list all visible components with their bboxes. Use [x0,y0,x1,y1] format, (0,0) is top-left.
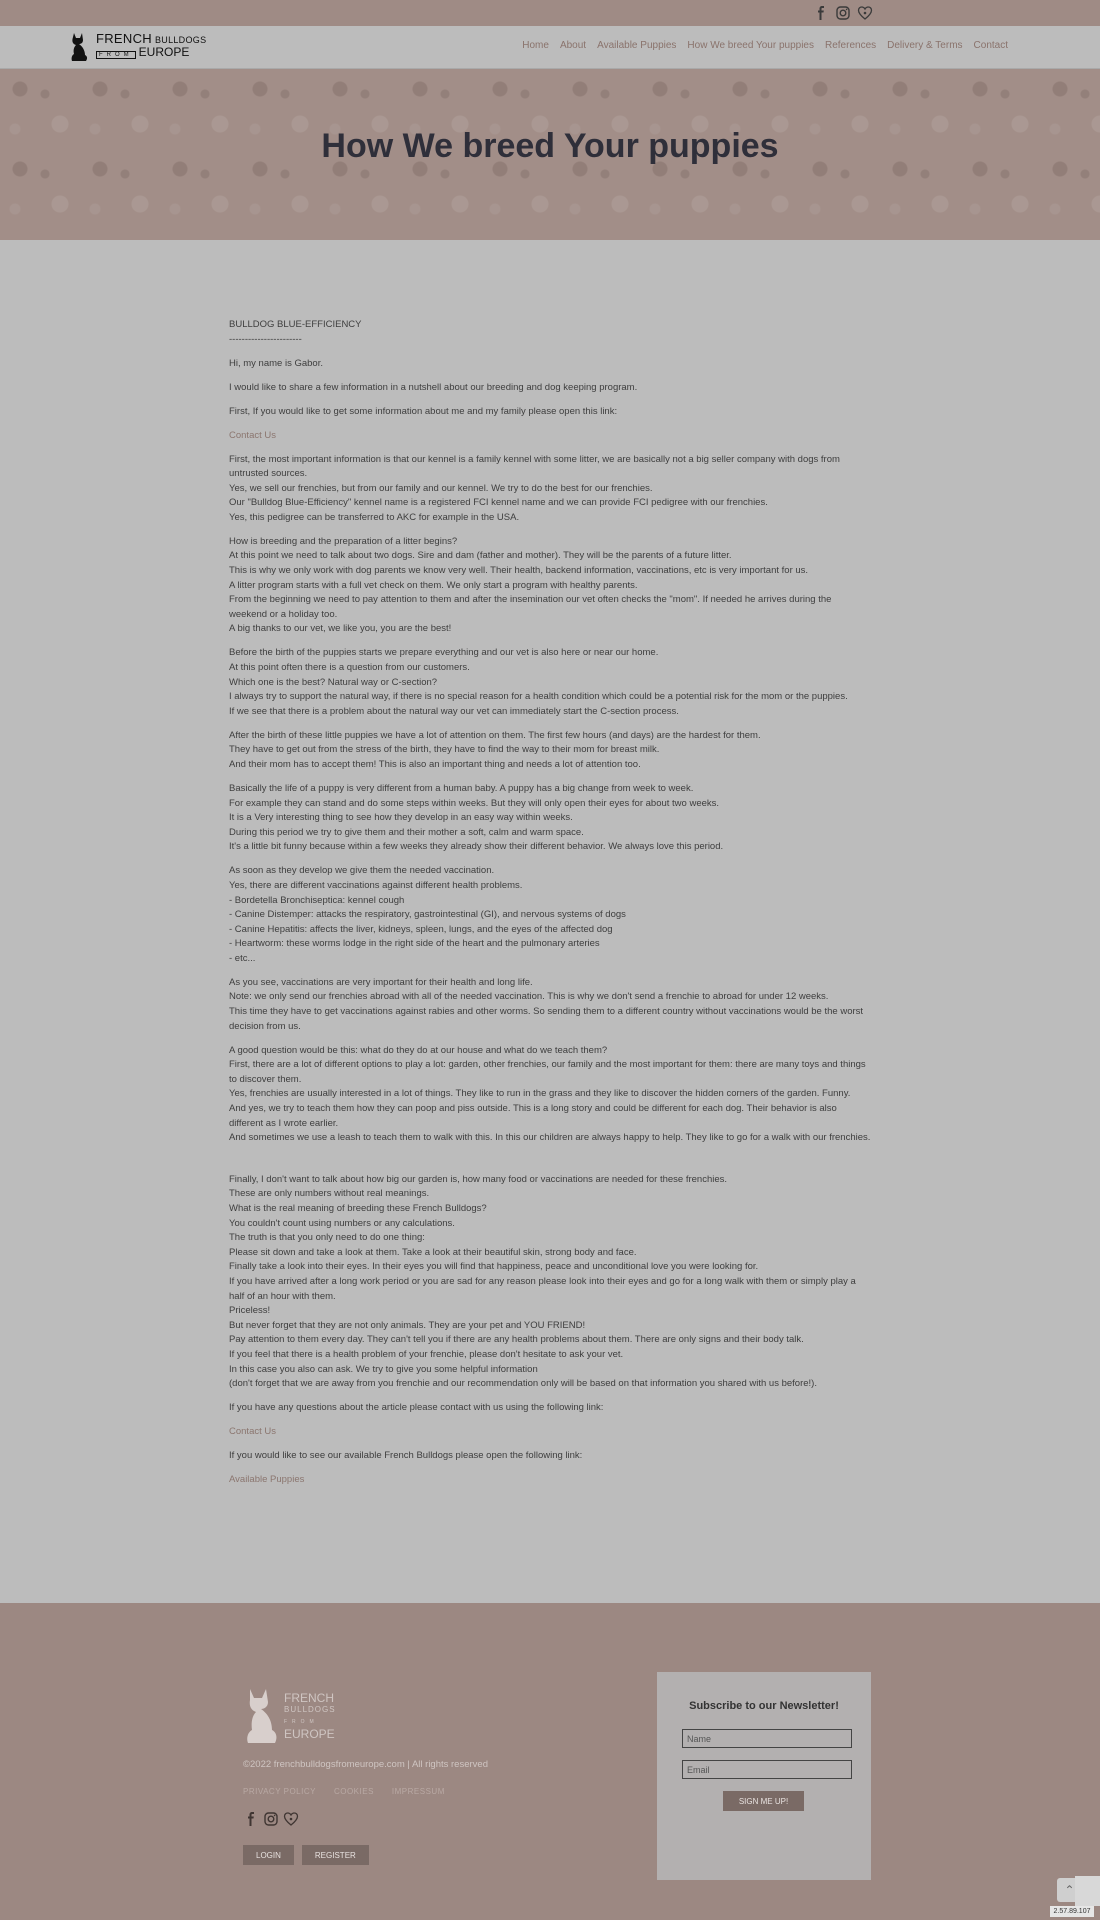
privacy-policy-link[interactable]: PRIVACY POLICY [243,1787,316,1796]
article-paragraph: Hi, my name is Gabor. [229,357,323,369]
chevron-up-icon: ⌃ [1064,1883,1075,1897]
copyright-text: ©2022 frenchbulldogsfromeurope.com | All rights reserved [243,1759,488,1770]
article-paragraph: If you have any questions about the article please contact with us using the following link: [229,1402,604,1414]
page-title: How We breed Your puppies [321,127,779,165]
hero-banner [0,69,1100,240]
cookies-link[interactable]: COOKIES [333,1787,374,1796]
article-paragraph: As you see, vaccinations are very important for their health and long life. Note: we only send our frenchies abroad with all of the needed vaccination. This is why we don't send a frenchie to abroad for under 12 weeks. This time they have to get vaccinations against rabies and other worms. So sending them to a different country without vaccinations would be the worst decision from us. [229,976,864,1032]
nav-about[interactable]: About [559,40,587,51]
recaptcha-badge[interactable] [1075,1876,1100,1906]
article-paragraph: Basically the life of a puppy is very different from a human baby. A puppy has a big change from week to week. For example they can stand and do some steps within weeks. But they will only open their eyes for about two weeks. It is a Very interesting thing to see how they develop in an easy way within weeks. During this period we try to give them and their mother a soft, calm and warm space. It's a little bit funny because within a few weeks they already show their different behavior. We always love this period. [229,782,724,853]
footer-logo-text [284,1692,336,1740]
paw-heart-icon[interactable] [857,5,873,21]
login-button[interactable]: LOGIN [243,1845,294,1865]
article-content [229,318,871,1497]
site-footer [0,1603,1100,1920]
nav-available-puppies[interactable]: Available Puppies [597,40,677,51]
facebook-icon[interactable] [813,5,829,21]
article-paragraph: First, If you would like to get some information about me and my family please open this link: [229,405,618,417]
contact-us-link[interactable]: Contact Us [229,1426,276,1438]
article-paragraph: If you would like to see our available French Bulldogs please open the following link: [229,1450,583,1462]
logo-text [96,33,206,61]
article-link-row [229,1473,871,1488]
site-header [0,26,1100,69]
footer-social-links [243,1811,299,1827]
footer-logo-europe: EUROPE [284,1727,335,1741]
instagram-icon[interactable] [835,5,851,21]
main-nav [522,40,1008,51]
account-buttons [243,1845,369,1865]
logo-word-europe: EUROPE [138,45,190,59]
logo-word-from: FROM [96,51,136,59]
nav-delivery-terms[interactable]: Delivery & Terms [887,40,963,51]
top-bar [0,0,1100,27]
article-link-row [229,429,871,444]
nav-contact[interactable]: Contact [973,40,1008,51]
footer-logo[interactable] [242,1685,336,1747]
contact-us-link[interactable]: Contact Us [229,429,276,441]
paw-heart-icon[interactable] [283,1811,299,1827]
nav-home[interactable]: Home [522,40,549,51]
article-paragraph: After the birth of these little puppies we have a lot of attention on them. The first few hours (and days) are the hardest for them. They have to get out from the stress of the birth, they have to find the way to their mom for breast milk. And their mom has to accept them! This is also an important thing and needs a lot of attention too. [229,729,761,770]
article-paragraph: I would like to share a few information in a nutshell about our breeding and dog keeping program. [229,381,638,393]
footer-links [243,1787,445,1796]
impressum-link[interactable]: IMPRESSUM [391,1787,445,1796]
article-link-row [229,1425,871,1440]
logo-word-french: FRENCH [96,31,152,46]
newsletter-name-input[interactable] [682,1729,852,1748]
logo-word-bulldogs: BULLDOGS [154,35,207,45]
site-logo[interactable] [68,31,206,63]
article-paragraph: How is breeding and the preparation of a litter begins? At this point we need to talk about two dogs. Sire and dam (father and mother). They will be the parents of a future litter. This is why we only work with dog parents we know very well. Their health, backend information, vaccinations, etc is very important for us. A litter program starts with a full vet check on them. We only start a program with healthy parents. From the beginning we need to pay attention to them and after the insemination our vet often checks the "mom". If needed he arrives during the weekend or a holiday too. A big thanks to our vet, we like you, you are the best! [229,535,832,635]
footer-logo-bulldogs: BULLDOGS [284,1705,336,1714]
newsletter-title: Subscribe to our Newsletter! [689,1700,839,1712]
article-paragraph: First, the most important information is that our kennel is a family kennel with some litter, we are basically not a big seller company with dogs from untrusted sources. Yes, we sell our frenchies, but from our family and our kennel. We try to do the best for our frenchies. Our "Bulldog Blue-Efficiency" kennel name is a registered FCI kennel name and we can provide FCI pedigree with our frenchies. Yes, this pedigree can be transferred to AKC for example in the USA. [229,453,840,523]
newsletter-email-input[interactable] [682,1760,852,1779]
article-paragraph: A good question would be this: what do they do at our house and what do we teach them? First, there are a lot of different options to play a lot: garden, other frenchies, our family and the most important for them: there are many toys and things to discover them. Yes, frenchies are usually interested in a lot of things. They like to run in the grass and they like to discover the hidden corners of the garden. Funny. And yes, we try to teach them how they can poop and piss outside. This is a long story and could be different for each dog. Their behavior is also different as I wrote earlier. And sometimes we use a leash to teach them to walk with this. In this our children are always happy to help. They like to go for a walk with our frenchies. [229,1044,871,1144]
footer-logo-from: FROM [284,1719,319,1725]
article-paragraph: Finally, I don't want to talk about how big our garden is, how many food or vaccinations are needed for these frenchies. These are only numbers without real meanings. What is the real meaning of breeding these French Bulldogs? You couldn't count using numbers or any calculations. The truth is that you only need to do one thing: Please sit down and take a look at them. Take a look at their beautiful skin, strong body and face. Finally take a look into their eyes. In their eyes you will find that happiness, peace and unconditional love you were looking for. If you have arrived after a long work period or you are sad for any reason please look into their eyes and go for a long walk with them or simply play a half of an hour with them. Priceless! But never forget that they are not only animals. They are your pet and YOU FRIEND! Pay attention to them every day. They can't tell you if there are any health problems about them. There are only signs and their body talk. If you feel that there is a health problem of your frenchie, please don't hesitate to ask your vet. In this case you also can ask. We try to give you some helpful information (don't forget that we are away from you frenchie and our recommendation only will be based on that information you shared with us before!). [229,1173,856,1390]
article-paragraph: As soon as they develop we give them the needed vaccination. Yes, there are different vaccinations against different health problems. - Bordetella Bronchiseptica: kennel cough - Canine Distemper: attacks the respiratory, gastrointestinal (GI), and nervous systems of dogs - Canine Hepatitis: affects the liver, kidneys, spleen, lungs, and the eyes of the affected dog - Heartworm: these worms lodge in the right side of the heart and the pulmonary arteries - etc... [229,865,626,964]
article-heading: BULLDOG BLUE-EFFICIENCY ----------------------- [229,319,362,345]
facebook-icon[interactable] [243,1811,259,1827]
newsletter-box [657,1672,871,1880]
sign-up-button[interactable]: SIGN ME UP! [723,1791,804,1811]
bulldog-logo-icon [68,31,90,63]
instagram-icon[interactable] [263,1811,279,1827]
available-puppies-link[interactable]: Available Puppies [229,1474,305,1486]
version-label: 2.57.89.107 [1050,1906,1094,1917]
footer-logo-french: FRENCH [284,1691,334,1705]
nav-how-we-breed[interactable]: How We breed Your puppies [687,40,814,51]
top-social-links [813,5,873,21]
article-paragraph: Before the birth of the puppies starts we prepare everything and our vet is also here or near our home. At this point often there is a question from our customers. Which one is the best? Natural way or C-section? I always try to support the natural way, if there is no special reason for a health condition which could be a potential risk for the mom or the puppies. If we see that there is a problem about the natural way our vet can immediately start the C-section process. [229,647,848,717]
register-button[interactable]: REGISTER [302,1845,369,1865]
bulldog-logo-icon [242,1685,280,1747]
nav-references[interactable]: References [825,40,877,51]
